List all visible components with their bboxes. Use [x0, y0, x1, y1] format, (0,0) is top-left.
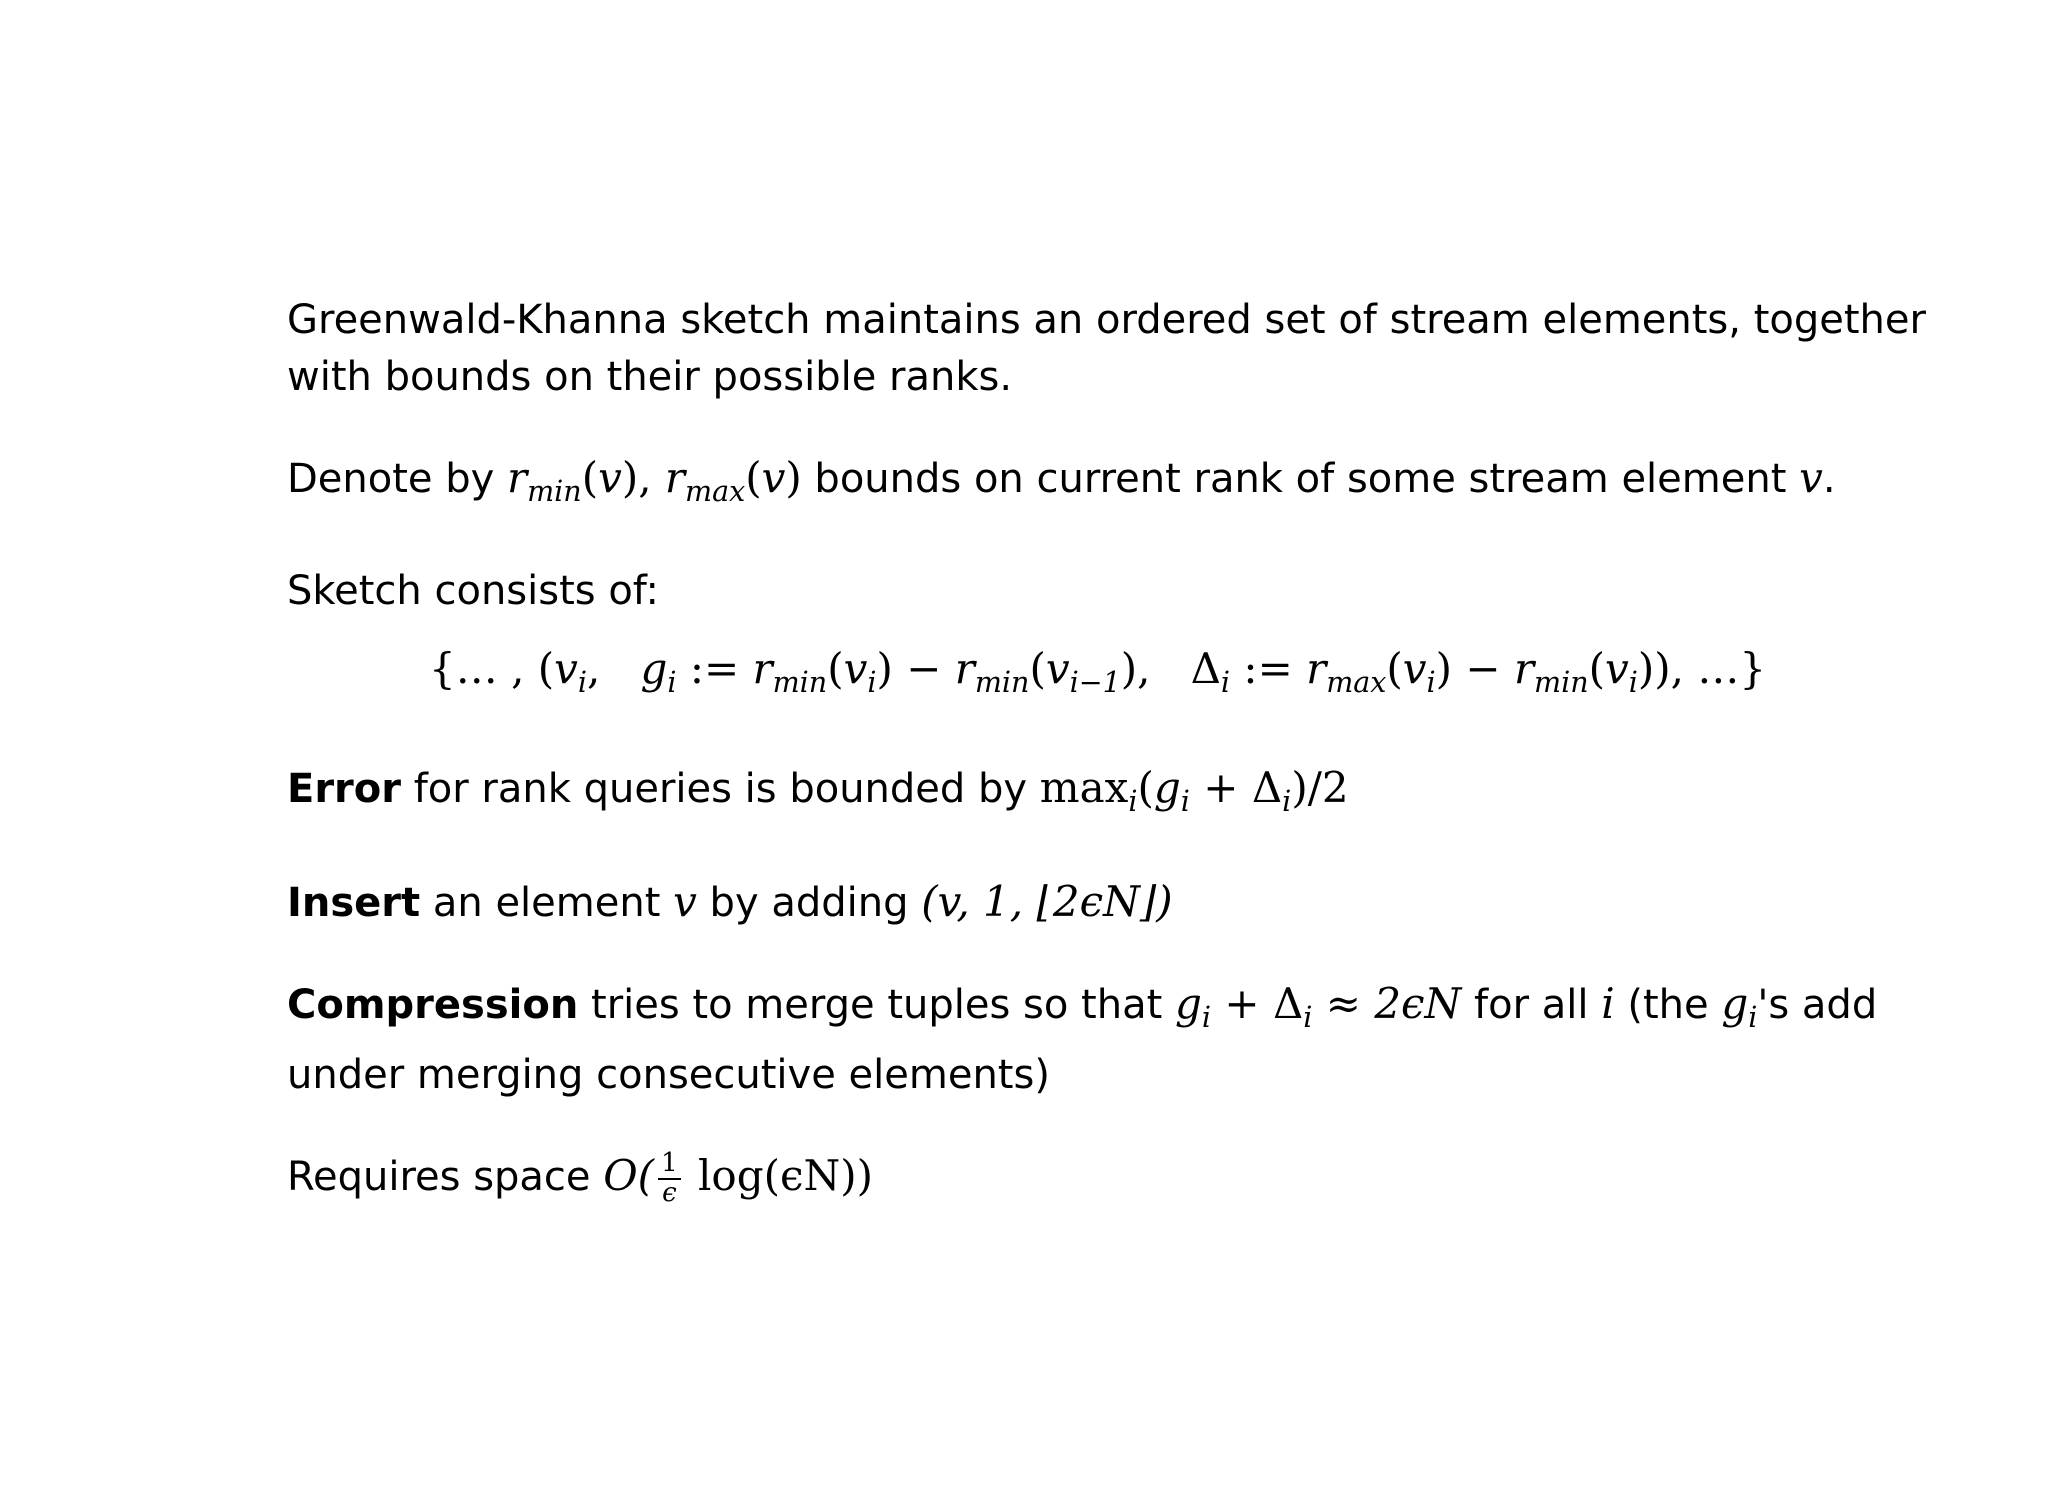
denote-text: Denote by	[287, 456, 508, 502]
denote-text-2: bounds on current rank of some stream element	[801, 456, 1800, 502]
error-paragraph	[287, 759, 1927, 830]
compression-formula: $g_i + \Delta_i \approx 2\epsilon N$	[1175, 979, 1462, 1035]
denote-paragraph: Denote by $r_{min}(v)$, $r_{max}(v)$ bounds on current rank of some stream element v.	[287, 453, 1836, 509]
insert-paragraph: Insert an element v by adding (v, 1, ⌊2ϵN⌋)	[287, 877, 1173, 927]
insert-label: Insert	[287, 880, 421, 927]
insert-v: v	[673, 877, 697, 927]
space-paragraph	[287, 1147, 1927, 1207]
consists-text: Sketch consists of:	[287, 568, 659, 615]
slide-content	[287, 292, 1927, 1250]
intro-text: Greenwald-Khanna sketch maintains an ordered set of stream elements, together with bounds on their possible ranks.	[287, 297, 1926, 400]
error-text: for rank queries is bounded by	[400, 766, 1040, 813]
error-label: Error	[287, 766, 401, 813]
gi-symbol: $g_i$	[1721, 979, 1758, 1035]
insert-tuple-formula: (v, 1, ⌊2ϵN⌋)	[921, 877, 1173, 927]
element-v: v	[1799, 453, 1823, 502]
fraction: $\frac{1}{\epsilon}$	[658, 1150, 681, 1207]
sketch-tuple-formula: {… , ($v_i$, $g_i$ := $r_{min}(v_i) - r_{min}(v_{i-1})$, $\Delta_i$ := $r_{max}(v_i) - r_{min}(v_i)$), …}	[429, 644, 1767, 700]
space-formula: O( $\frac{1}{\epsilon}$ log(ϵN))	[603, 1148, 874, 1208]
error-bound-formula: $\max_i(g_i + \Delta_i)/2$	[1039, 763, 1349, 819]
intro-paragraph	[287, 292, 1927, 406]
compression-paragraph: Compression tries to merge tuples so that $g_i + \Delta_i \approx 2\epsilon N$ for all i (the $g_i's$ add under merging consecutive elements)	[287, 979, 1878, 1098]
consists-paragraph	[287, 563, 1927, 620]
compression-label: Compression	[287, 982, 579, 1029]
space-text: Requires space	[287, 1153, 604, 1200]
rmin-v: $r_{min}(v)$, $r_{max}(v)$	[507, 453, 802, 509]
